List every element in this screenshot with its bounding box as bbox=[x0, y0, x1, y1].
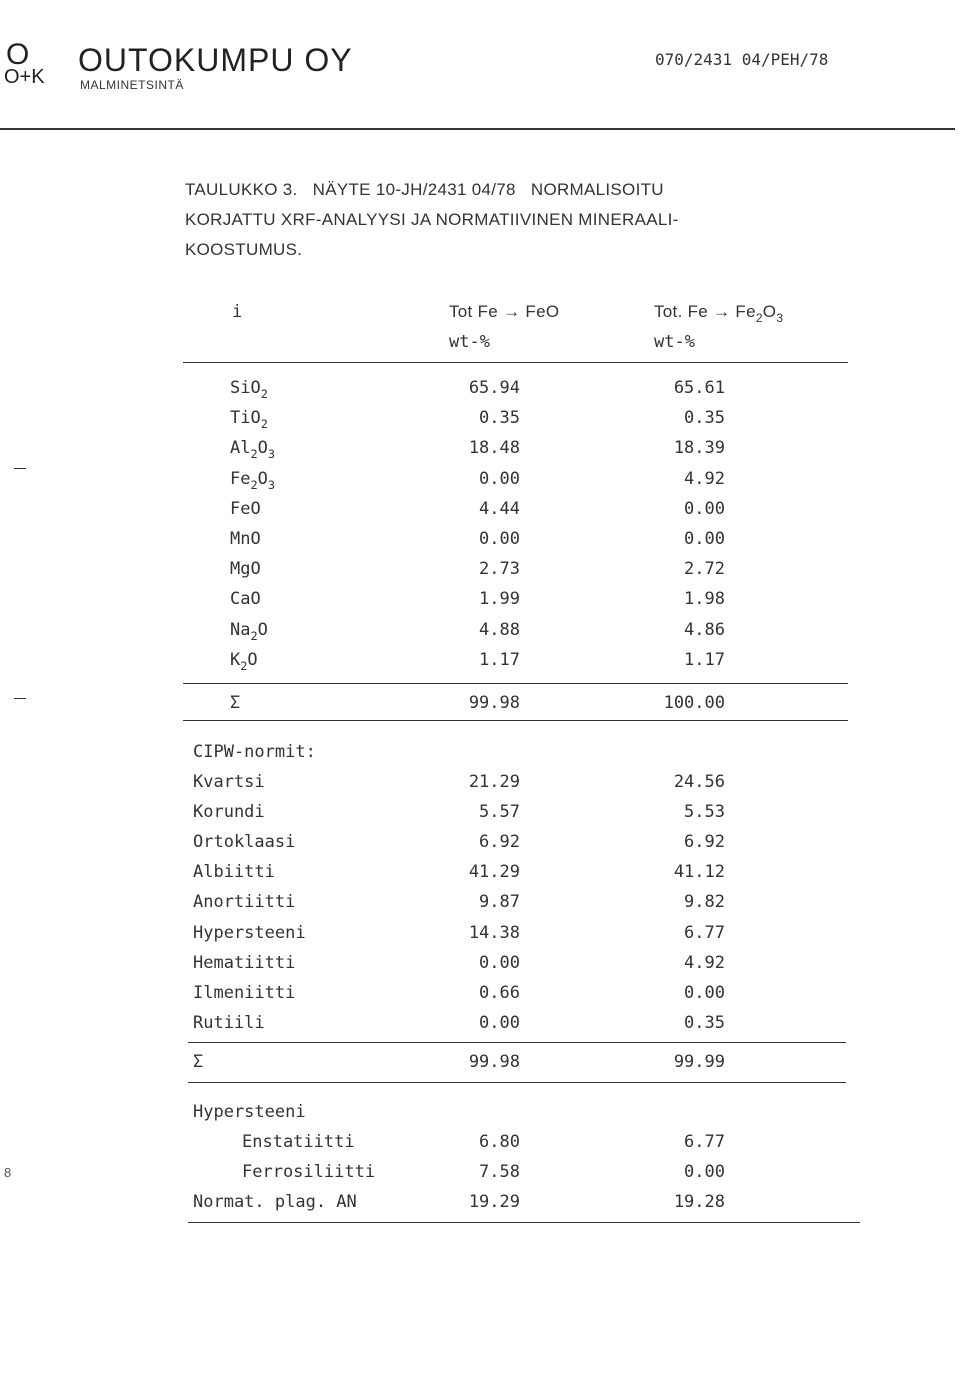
mineral-value-col1: 0.00 bbox=[479, 952, 520, 973]
oxide-value-col2: 65.61 bbox=[673, 378, 725, 398]
oxide-value-col1: 65.94 bbox=[468, 378, 520, 398]
mineral-value-col2: 0.00 bbox=[684, 982, 725, 1003]
mineral-value-col2: 0.35 bbox=[684, 1012, 725, 1033]
oxide-sum-label: Σ bbox=[230, 693, 241, 713]
mineral-value-col2: 6.92 bbox=[684, 832, 725, 853]
table-caption-line2: KORJATTU XRF-ANALYYSI JA NORMATIIVINEN MINERAALI- bbox=[185, 210, 679, 229]
oxide-sum-col1: 99.98 bbox=[468, 693, 520, 713]
margin-dash-1 bbox=[14, 468, 26, 469]
oxide-value-col2: 0.00 bbox=[684, 529, 725, 549]
mineral-value-col1: 0.00 bbox=[479, 1012, 520, 1033]
hyp-row-col2: 6.77 bbox=[684, 1132, 725, 1152]
oxide-value-col1: 1.99 bbox=[479, 589, 520, 610]
mineral-value-col2: 4.92 bbox=[684, 952, 725, 973]
plag-row-name: Normat. plag. AN bbox=[193, 1192, 357, 1212]
mineral-name: Rutiili bbox=[193, 1012, 265, 1033]
oxide-name: TiO$_2$ bbox=[230, 408, 268, 432]
hyp-row-name: Ferrosiliitti bbox=[242, 1162, 376, 1182]
mineral-sum-rule bbox=[188, 1042, 846, 1043]
oxide-value-col2: 2.72 bbox=[684, 559, 725, 580]
mineral-value-col1: 21.29 bbox=[468, 772, 520, 792]
mineral-name: Hypersteeni bbox=[193, 922, 306, 943]
oxide-name: $Al_2O_3$ bbox=[230, 438, 276, 462]
oxide-name: SiO$_2$ bbox=[230, 378, 268, 401]
oxide-value-col1: 4.88 bbox=[479, 619, 520, 640]
mineral-name: Kvartsi bbox=[193, 772, 265, 792]
mineral-sum-label: Σ bbox=[193, 1052, 204, 1072]
header-col1-unit: wt-% bbox=[449, 332, 490, 352]
oxide-value-col2: 0.00 bbox=[684, 498, 725, 519]
oxide-value-col1: 4.44 bbox=[479, 498, 520, 519]
mineral-name: Anortiitti bbox=[193, 892, 296, 913]
mineral-value-col2: 6.77 bbox=[684, 922, 725, 943]
oxide-name: MnO bbox=[230, 529, 261, 549]
mineral-value-col1: 6.92 bbox=[479, 832, 520, 853]
mineral-sum-col2: 99.99 bbox=[673, 1052, 725, 1072]
oxide-sum-col2: 100.00 bbox=[663, 693, 725, 713]
final-rule bbox=[188, 1222, 860, 1223]
oxide-name: CaO bbox=[230, 589, 261, 610]
mineral-value-col1: 41.29 bbox=[468, 862, 520, 883]
mineral-value-col1: 5.57 bbox=[479, 802, 520, 823]
header-col1: Tot Fe → FeO bbox=[449, 302, 560, 321]
margin-dash-2 bbox=[14, 698, 26, 699]
oxide-name: $K_2O$ bbox=[230, 649, 258, 673]
mineral-bottom-rule bbox=[188, 1082, 846, 1083]
plag-row-col1: 19.29 bbox=[468, 1192, 520, 1212]
department-name: MALMINETSINTÄ bbox=[80, 78, 184, 92]
mineral-name: Korundi bbox=[193, 802, 265, 823]
oxide-value-col1: 1.17 bbox=[479, 649, 520, 670]
oxide-name: FeO bbox=[230, 498, 261, 519]
oxide-value-col2: 1.98 bbox=[684, 589, 725, 610]
document-reference: 070/2431 04/PEH/78 bbox=[655, 50, 829, 69]
table-caption-line1: TAULUKKO 3. NÄYTE 10-JH/2431 04/78 NORMALISOITU bbox=[185, 180, 664, 199]
letterhead-rule bbox=[0, 128, 955, 130]
mineral-value-col2: 41.12 bbox=[673, 862, 725, 883]
mineral-value-col1: 0.66 bbox=[479, 982, 520, 1003]
header-col2-unit: wt-% bbox=[654, 332, 695, 352]
logo-top-letter: O bbox=[6, 38, 30, 71]
mineral-name: Ortoklaasi bbox=[193, 832, 296, 853]
oxide-value-col2: 0.35 bbox=[684, 408, 725, 429]
logo-bottom-letters: O+K bbox=[4, 66, 45, 88]
oxide-value-col2: 18.39 bbox=[673, 438, 725, 459]
mineral-value-col2: 9.82 bbox=[684, 892, 725, 913]
hyp-row-name: Enstatiitti bbox=[242, 1132, 355, 1152]
mineral-name: Hematiitti bbox=[193, 952, 296, 973]
header-component: i bbox=[232, 302, 243, 322]
oxide-value-col1: 0.00 bbox=[479, 529, 520, 549]
oxide-bottom-rule bbox=[183, 720, 848, 721]
oxide-name: $Fe_2O_3$ bbox=[230, 468, 276, 492]
mineral-value-col2: 5.53 bbox=[684, 802, 725, 823]
company-name: OUTOKUMPU OY bbox=[78, 42, 353, 78]
hyp-row-col1: 7.58 bbox=[479, 1162, 520, 1182]
hyp-title: Hypersteeni bbox=[193, 1102, 306, 1122]
oxide-value-col1: 0.00 bbox=[479, 468, 520, 489]
oxide-value-col1: 18.48 bbox=[468, 438, 520, 459]
hyp-row-col1: 6.80 bbox=[479, 1132, 520, 1152]
hyp-row-col2: 0.00 bbox=[684, 1162, 725, 1182]
oxide-name: MgO bbox=[230, 559, 261, 580]
mineral-name: Ilmeniitti bbox=[193, 982, 296, 1003]
plag-row-col2: 19.28 bbox=[673, 1192, 725, 1212]
header-col2: Tot. $Fe \to Fe_2O_3$ bbox=[654, 302, 784, 325]
oxide-value-col1: 2.73 bbox=[479, 559, 520, 580]
oxide-value-col2: 4.86 bbox=[684, 619, 725, 640]
mineral-name: Albiitti bbox=[193, 862, 275, 883]
mineral-value-col1: 9.87 bbox=[479, 892, 520, 913]
oxide-sum-rule bbox=[183, 683, 848, 684]
oxide-value-col2: 4.92 bbox=[684, 468, 725, 489]
cipw-title: CIPW-normit: bbox=[193, 742, 316, 762]
mineral-sum-col1: 99.98 bbox=[468, 1052, 520, 1072]
header-rule bbox=[183, 362, 848, 363]
margin-page-mark: 8 bbox=[4, 1165, 12, 1180]
oxide-name: $Na_2O$ bbox=[230, 619, 268, 643]
table-caption-line3: KOOSTUMUS. bbox=[185, 240, 303, 259]
mineral-value-col2: 24.56 bbox=[673, 772, 725, 792]
oxide-value-col2: 1.17 bbox=[684, 649, 725, 670]
oxide-value-col1: 0.35 bbox=[479, 408, 520, 429]
mineral-value-col1: 14.38 bbox=[468, 922, 520, 943]
